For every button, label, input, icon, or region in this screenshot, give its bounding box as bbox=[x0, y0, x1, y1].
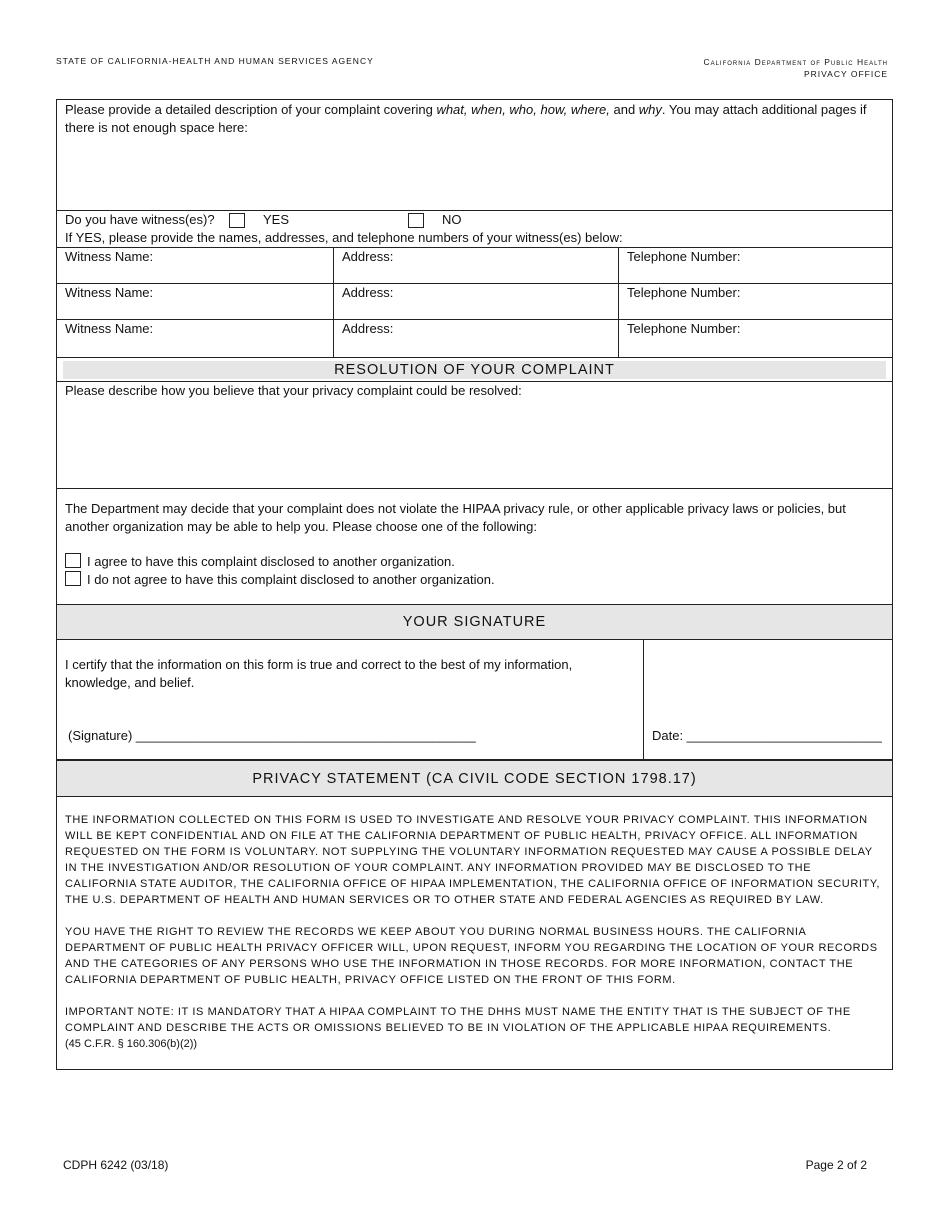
witness-yes-checkbox[interactable] bbox=[229, 213, 245, 228]
complaint-description-section[interactable] bbox=[57, 100, 892, 210]
agency-header: STATE OF CALIFORNIA-HEALTH AND HUMAN SERVICES AGENCY bbox=[56, 56, 374, 66]
witness-address-field[interactable]: Address: bbox=[333, 248, 618, 283]
disclosure-section bbox=[57, 488, 892, 604]
resolution-heading: RESOLUTION OF YOUR COMPLAINT bbox=[63, 361, 886, 379]
witness-instruction: If YES, please provide the names, addresses, and telephone numbers of your witness(es) below: bbox=[65, 230, 623, 245]
witness-row bbox=[57, 247, 892, 283]
witness-row bbox=[57, 283, 892, 319]
certification-text: I certify that the information on this form is true and correct to the best of my information, knowledge, and belief. bbox=[65, 657, 573, 690]
witness-address-field[interactable]: Address: bbox=[333, 284, 618, 319]
witness-no-label: NO bbox=[442, 212, 462, 227]
witness-name-field[interactable]: Witness Name: bbox=[65, 321, 154, 336]
privacy-paragraph-2: YOU HAVE THE RIGHT TO REVIEW THE RECORDS WE KEEP ABOUT YOU DURING NORMAL BUSINESS HOURS. THE CALIFORNIA DEPARTMENT OF PUBLIC HEALTH PRIVACY OFFICER WILL, UPON REQUEST, INFORM YOU REGARDING THE LOCATION OF YOUR RECORDS AND THE CATEGORIES OF ANY PERSONS WHO USE THE INFORMATION IN THOSE RECORDS. FOR MORE INFORMATION, CONTACT THE CALIFORNIA DEPARTMENT OF PUBLIC HEALTH, PRIVACY OFFICE LISTED ON THE FRONT OF THIS FORM. bbox=[65, 926, 878, 986]
form-id: CDPH 6242 (03/18) bbox=[63, 1158, 169, 1172]
certification-cell bbox=[57, 640, 643, 759]
witness-row bbox=[57, 319, 892, 357]
signature-line[interactable]: (Signature) _______________________________________________ bbox=[68, 728, 476, 743]
date-cell bbox=[643, 640, 892, 759]
witness-name-field[interactable]: Witness Name: bbox=[65, 249, 154, 264]
privacy-citation: (45 C.F.R. § 160.306(b)(2)) bbox=[65, 1038, 198, 1050]
department-header bbox=[703, 56, 888, 80]
resolution-prompt: Please describe how you believe that your privacy complaint could be resolved: bbox=[65, 383, 522, 398]
disagree-label: I do not agree to have this complaint disclosed to another organization. bbox=[87, 572, 495, 587]
office-name: PRIVACY OFFICE bbox=[803, 69, 888, 79]
page-number: Page 2 of 2 bbox=[805, 1158, 867, 1172]
resolution-description-section[interactable] bbox=[57, 381, 892, 488]
witness-phone-field[interactable]: Telephone Number: bbox=[618, 320, 892, 357]
department-name: California Department of Public Health bbox=[703, 57, 888, 67]
witness-phone-field[interactable]: Telephone Number: bbox=[618, 284, 892, 319]
agree-checkbox[interactable] bbox=[65, 553, 81, 568]
complaint-form bbox=[56, 99, 893, 1070]
date-line[interactable]: Date: ___________________________ bbox=[652, 728, 882, 743]
witness-phone-field[interactable]: Telephone Number: bbox=[618, 248, 892, 283]
witness-question: Do you have witness(es)? bbox=[65, 212, 215, 227]
resolution-heading-row bbox=[57, 357, 892, 381]
disclosure-agree-option[interactable] bbox=[57, 553, 892, 571]
witness-address-field[interactable]: Address: bbox=[333, 320, 618, 357]
disclosure-disagree-option[interactable] bbox=[57, 571, 892, 589]
disagree-checkbox[interactable] bbox=[65, 571, 81, 586]
disclosure-text: The Department may decide that your complaint does not violate the HIPAA privacy rule, or other applicable privacy laws or policies, but another organization may be able to help you. Please choose one of the following: bbox=[65, 501, 846, 534]
privacy-paragraph-3: IMPORTANT NOTE: IT IS MANDATORY THAT A HIPAA COMPLAINT TO THE DHHS MUST NAME THE ENTITY THAT IS THE SUBJECT OF THE COMPLAINT AND DESCRIBE THE ACTS OR OMISSIONS BELIEVED TO BE IN VIOLATION OF THE APPLICABLE HIPAA REQUIREMENTS. bbox=[65, 1006, 851, 1034]
privacy-statement bbox=[57, 797, 892, 1069]
witness-question-section bbox=[57, 210, 892, 247]
signature-section bbox=[57, 639, 892, 759]
witness-no-checkbox[interactable] bbox=[408, 213, 424, 228]
agree-label: I agree to have this complaint disclosed to another organization. bbox=[87, 554, 455, 569]
complaint-instructions: Please provide a detailed description of your complaint covering what, when, who, how, where, and why. You may attach additional pages if there is not enough space here: bbox=[65, 102, 867, 135]
privacy-paragraph-1: THE INFORMATION COLLECTED ON THIS FORM IS USED TO INVESTIGATE AND RESOLVE YOUR PRIVACY COMPLAINT. THIS INFORMATION WILL BE KEPT CONFIDENTIAL AND ON FILE AT THE CALIFORNIA DEPARTMENT OF PUBLIC HEALTH, PRIVACY OFFICE. ALL INFORMATION REQUESTED ON THE FORM IS VOLUNTARY. NOT SUPPLYING THE VOLUNTARY INFORMATION REQUESTED MAY CAUSE A POSSIBLE DELAY IN THE INVESTIGATION AND/OR RESOLUTION OF YOUR COMPLAINT. ANY INFORMATION PROVIDED MAY BE DISCLOSED TO THE CALIFORNIA STATE AUDITOR, THE CALIFORNIA OFFICE OF HIPAA IMPLEMENTATION, THE CALIFORNIA OFFICE OF INFORMATION SECURITY, THE U.S. DEPARTMENT OF HEALTH AND HUMAN SERVICES OR TO OTHER STATE AND FEDERAL AGENCIES AS REQUIRED BY LAW. bbox=[65, 814, 881, 906]
privacy-heading: PRIVACY STATEMENT (CA CIVIL CODE SECTION 1798.17) bbox=[57, 759, 892, 797]
signature-heading: YOUR SIGNATURE bbox=[57, 604, 892, 639]
witness-name-field[interactable]: Witness Name: bbox=[65, 285, 154, 300]
witness-yes-label: YES bbox=[263, 212, 290, 227]
